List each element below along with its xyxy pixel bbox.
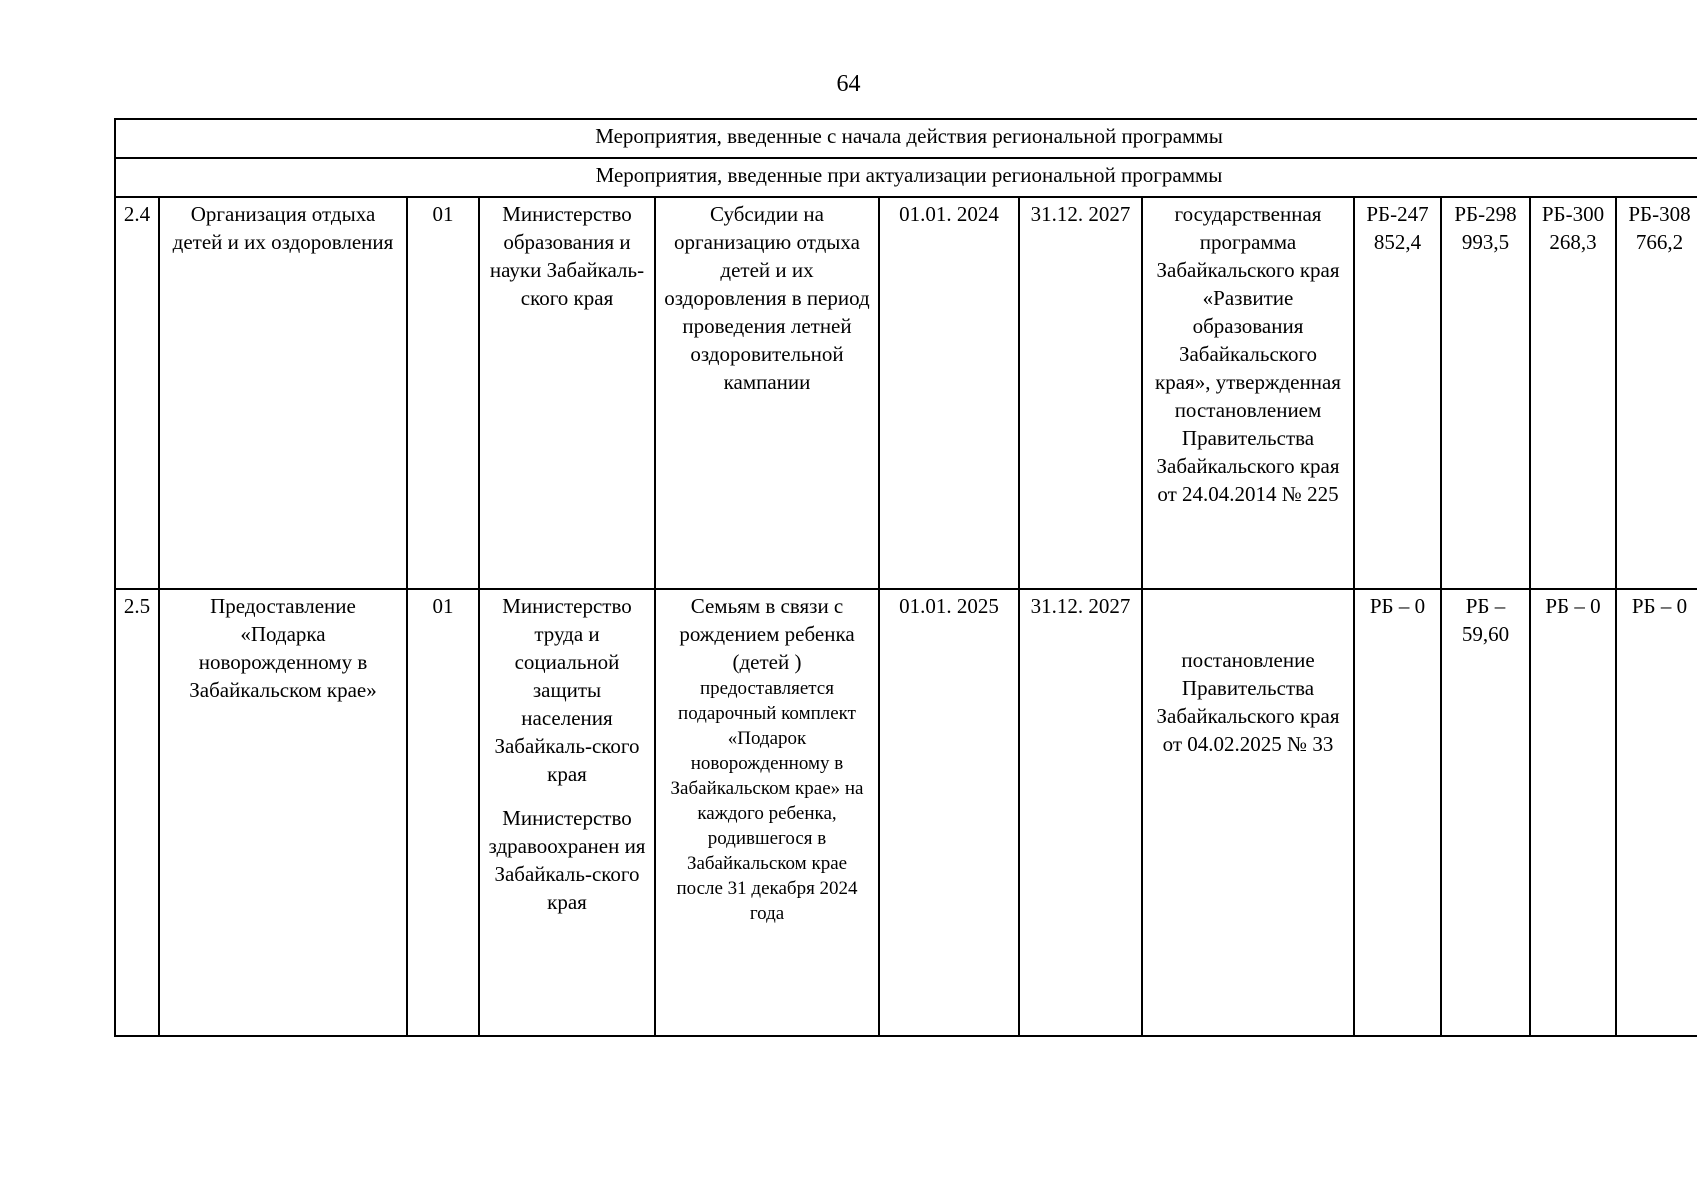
funding-year-4: РБ-308 766,2 <box>1616 197 1697 589</box>
executor-cell <box>479 197 655 589</box>
end-date: 31.12. 2027 <box>1019 589 1142 1036</box>
start-date: 01.01. 2025 <box>879 589 1019 1036</box>
executor-name: Министерство труда и социальной защиты населения Забайкаль-ского края <box>494 594 640 786</box>
executor-cell <box>479 589 655 1036</box>
funding-year-1: РБ – 0 <box>1354 589 1441 1036</box>
funding-year-4: РБ – 0 <box>1616 589 1697 1036</box>
measures-table <box>114 118 1697 1037</box>
section-header-update: Мероприятия, введенные при актуализации региональной программы <box>115 158 1697 197</box>
section-header-intro: Мероприятия, введенные с начала действия региональной программы <box>115 119 1697 158</box>
measure-name: Организация отдыха детей и их оздоровления <box>159 197 407 589</box>
page-number: 64 <box>836 71 861 97</box>
table-row <box>115 197 1697 589</box>
legal-basis: государственная программа Забайкальского края «Развитие образования Забайкальского края», утвержденная постановлением Правительства Забайкальского края от 24.04.2014 № 225 <box>1142 197 1354 589</box>
funding-year-1: РБ-247 852,4 <box>1354 197 1441 589</box>
funding-year-2: РБ-298 993,5 <box>1441 197 1530 589</box>
end-date: 31.12. 2027 <box>1019 197 1142 589</box>
measure-code: 01 <box>407 197 479 589</box>
legal-basis: постановление Правительства Забайкальского края от 04.02.2025 № 33 <box>1142 589 1354 1036</box>
funding-year-3: РБ-300 268,3 <box>1530 197 1616 589</box>
measure-description: Субсидии на организацию отдыха детей и их оздоровления в период проведения летней оздоровительной кампании <box>655 197 879 589</box>
funding-year-2: РБ – 59,60 <box>1441 589 1530 1036</box>
start-date: 01.01. 2024 <box>879 197 1019 589</box>
description-lead: Семьям в связи с рождением ребенка (детей ) <box>679 594 855 674</box>
row-number: 2.4 <box>115 197 159 589</box>
executor-name: Министерство здравоохранен ия Забайкаль-ского края <box>488 806 646 914</box>
description-details: предоставляется подарочный комплект «Подарок новорожденному в Забайкальском крае» на каждого ребенка, родившегося в Забайкальском крае после 31 декабря 2024 года <box>670 678 864 924</box>
measure-name: Предоставление «Подарка новорожденному в Забайкальском крае» <box>159 589 407 1036</box>
executor-name: Министерство образования и науки Забайкаль-ского края <box>489 202 645 310</box>
funding-year-3: РБ – 0 <box>1530 589 1616 1036</box>
row-number: 2.5 <box>115 589 159 1036</box>
measure-code: 01 <box>407 589 479 1036</box>
measure-description <box>655 589 879 1036</box>
table-row <box>115 589 1697 1036</box>
